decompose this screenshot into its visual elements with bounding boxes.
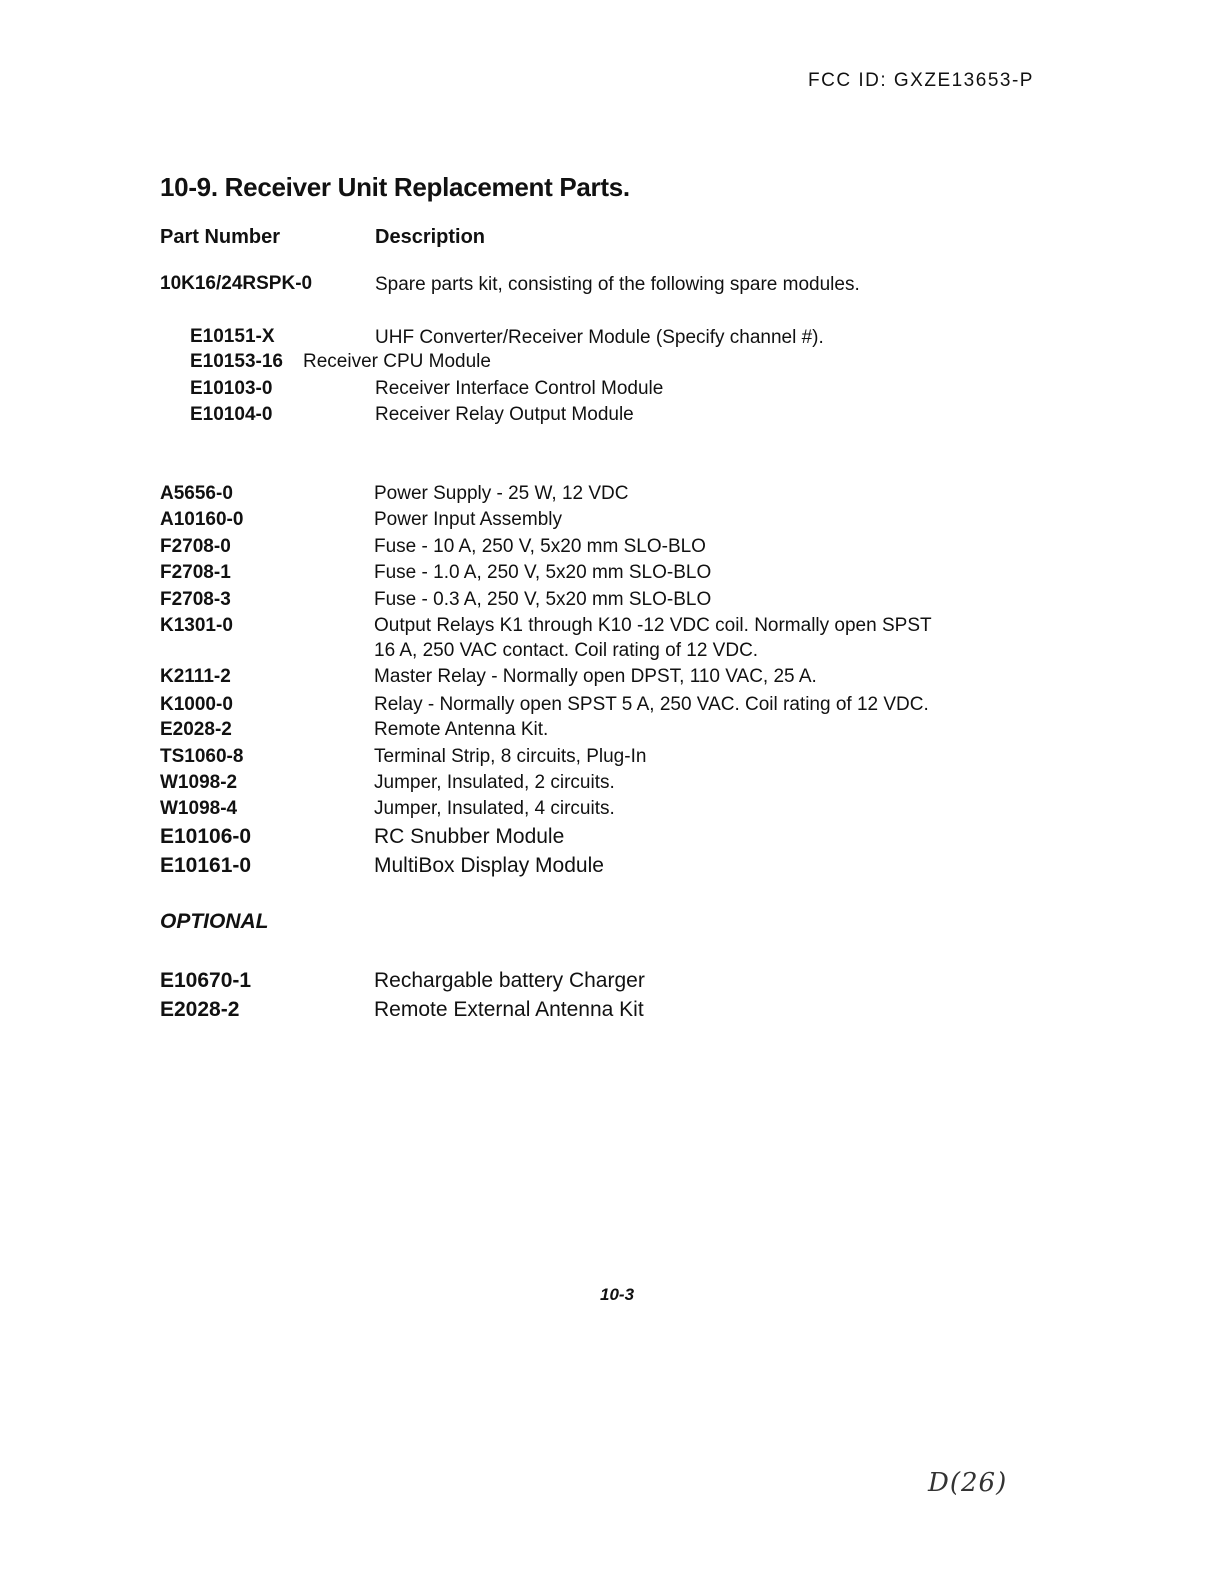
part-description: Fuse - 0.3 A, 250 V, 5x20 mm SLO-BLO bbox=[374, 589, 712, 610]
part-description: Terminal Strip, 8 circuits, Plug-In bbox=[374, 746, 647, 767]
part-description: Relay - Normally open SPST 5 A, 250 VAC. Coil rating of 12 VDC. bbox=[374, 694, 929, 715]
part-number: F2708-0 bbox=[160, 536, 231, 557]
part-description: Output Relays K1 through K10 -12 VDC coil. Normally open SPST bbox=[374, 615, 932, 636]
section-title: 10-9. Receiver Unit Replacement Parts. bbox=[160, 172, 630, 202]
part-description: Jumper, Insulated, 2 circuits. bbox=[374, 772, 615, 793]
optional-heading: OPTIONAL bbox=[160, 910, 269, 933]
optional-part-description: Rechargable battery Charger bbox=[374, 969, 645, 992]
handwritten-note: D(26) bbox=[928, 1468, 1008, 1498]
part-description: Power Supply - 25 W, 12 VDC bbox=[374, 483, 629, 504]
module-description: Receiver Interface Control Module bbox=[375, 378, 664, 399]
part-description: MultiBox Display Module bbox=[374, 854, 604, 877]
part-description: Power Input Assembly bbox=[374, 509, 562, 530]
part-number: A10160-0 bbox=[160, 509, 244, 530]
part-number-header: Part Number bbox=[160, 226, 281, 248]
description-header: Description bbox=[375, 226, 486, 248]
module-description: Receiver Relay Output Module bbox=[375, 404, 634, 425]
part-number: K1000-0 bbox=[160, 694, 233, 715]
part-description: Master Relay - Normally open DPST, 110 VAC, 25 A. bbox=[374, 666, 817, 687]
module-description: UHF Converter/Receiver Module (Specify channel #). bbox=[375, 327, 824, 348]
module-part-number: E10104-0 bbox=[190, 404, 273, 425]
part-description: Remote Antenna Kit. bbox=[374, 719, 549, 740]
part-number: K2111-2 bbox=[160, 666, 231, 687]
part-number: K1301-0 bbox=[160, 615, 233, 636]
optional-part-number: E10670-1 bbox=[160, 969, 252, 992]
part-description: Jumper, Insulated, 4 circuits. bbox=[374, 798, 615, 819]
part-number: E10106-0 bbox=[160, 825, 252, 848]
part-number: E2028-2 bbox=[160, 719, 232, 740]
module-part-number: E10103-0 bbox=[190, 378, 273, 399]
part-number: A5656-0 bbox=[160, 483, 233, 504]
module-part-number: E10153-16 bbox=[190, 351, 283, 372]
part-number: TS1060-8 bbox=[160, 746, 244, 767]
part-number: F2708-1 bbox=[160, 562, 231, 583]
part-number: W1098-2 bbox=[160, 772, 238, 793]
part-number: E10161-0 bbox=[160, 854, 252, 877]
part-number: F2708-3 bbox=[160, 589, 231, 610]
part-number: W1098-4 bbox=[160, 798, 238, 819]
kit-part-number: 10K16/24RSPK-0 bbox=[160, 273, 313, 294]
fcc-id: FCC ID: GXZE13653-P bbox=[808, 70, 1034, 91]
module-part-number: E10151-X bbox=[190, 326, 275, 347]
part-description: RC Snubber Module bbox=[374, 825, 565, 848]
part-description: Fuse - 1.0 A, 250 V, 5x20 mm SLO-BLO bbox=[374, 562, 712, 583]
kit-description: Spare parts kit, consisting of the following spare modules. bbox=[375, 274, 860, 295]
part-description-continued: 16 A, 250 VAC contact. Coil rating of 12 VDC. bbox=[374, 640, 759, 661]
optional-part-description: Remote External Antenna Kit bbox=[374, 998, 644, 1021]
optional-part-number: E2028-2 bbox=[160, 998, 240, 1021]
part-description: Fuse - 10 A, 250 V, 5x20 mm SLO-BLO bbox=[374, 536, 706, 557]
page-number: 10-3 bbox=[600, 1285, 635, 1304]
module-description: Receiver CPU Module bbox=[303, 351, 491, 372]
